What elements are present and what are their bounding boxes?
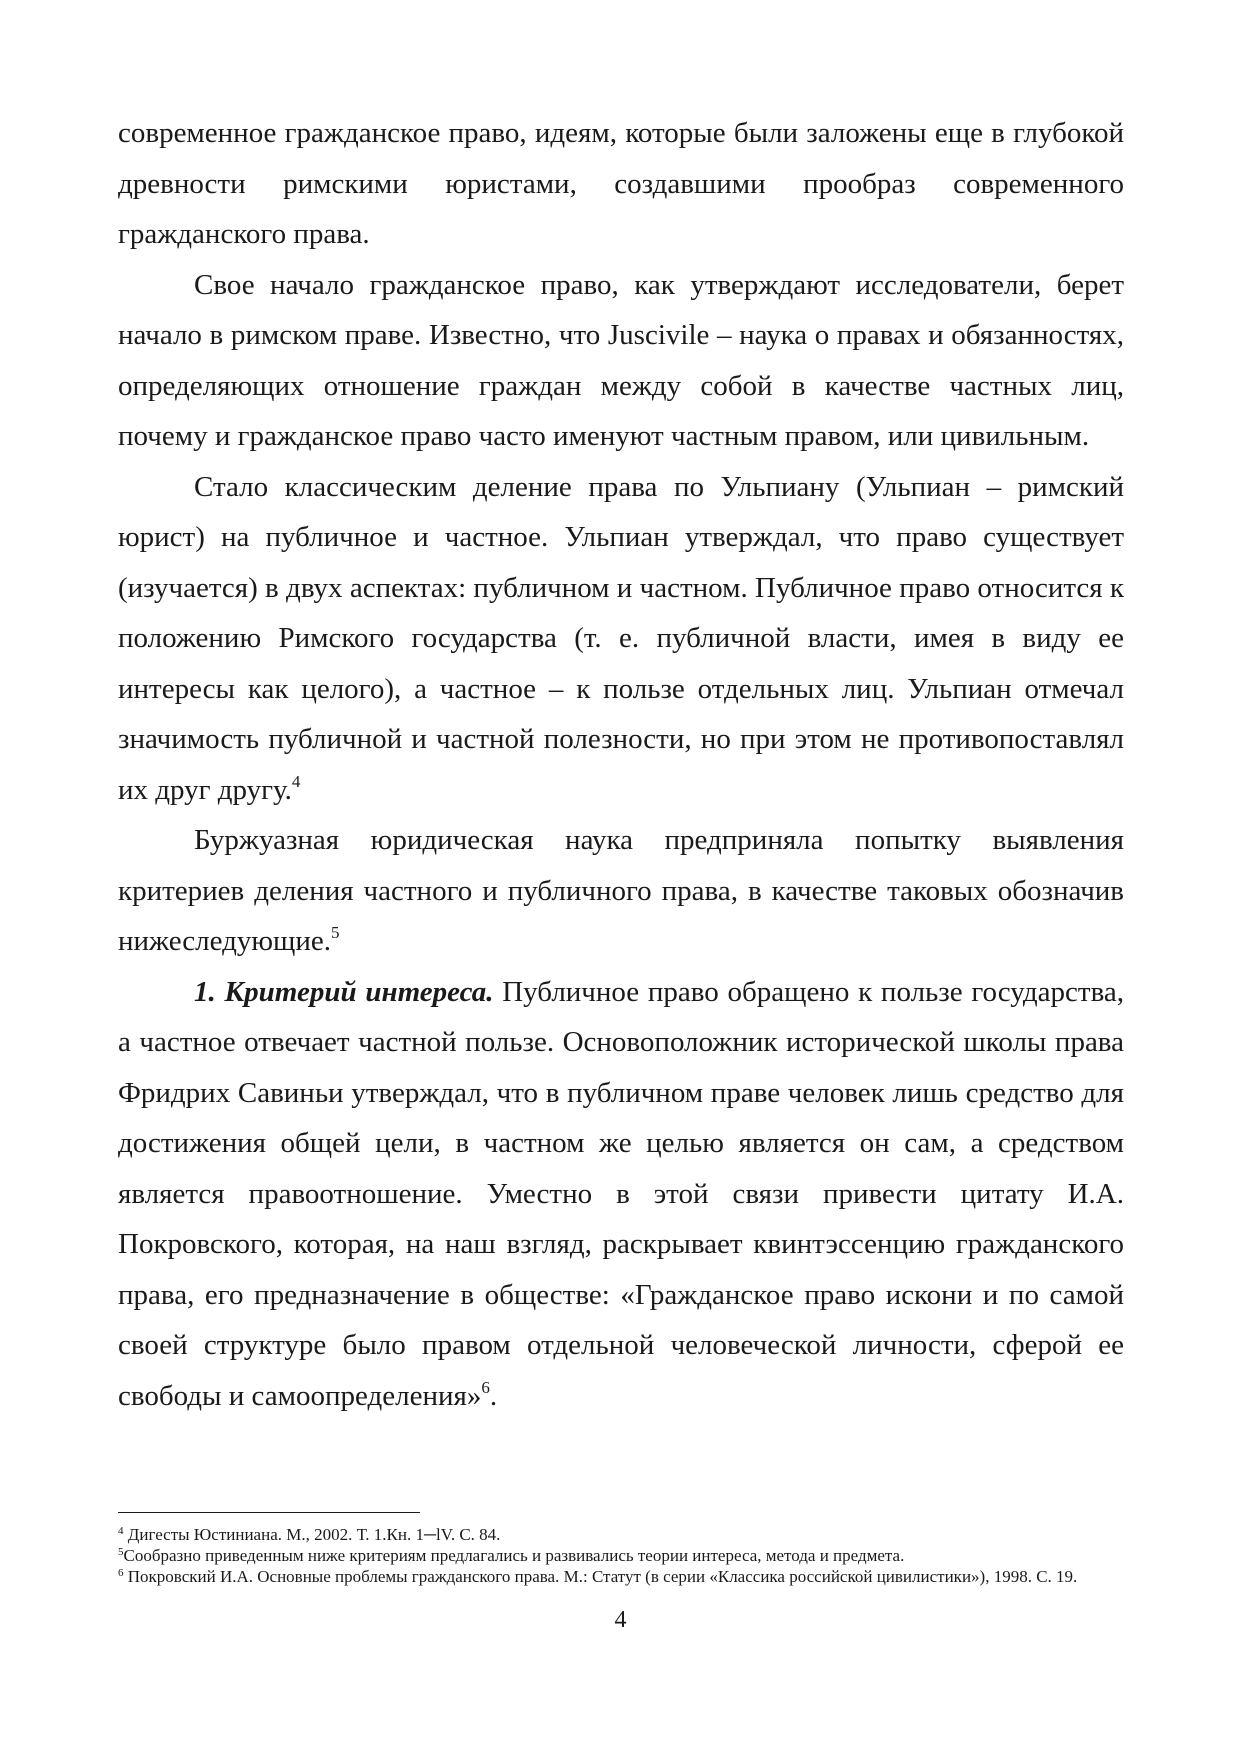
footnote-5	[118, 1545, 1124, 1566]
paragraph-1-text: современное гражданское право, идеям, которые были заложены еще в глубокой древности римскими юристами, создавшими прообраз современного гражданского права.	[118, 117, 1124, 250]
footnote-5-text: Сообразно приведенным ниже критериям предлагались и развивались теории интереса, метода и предмета.	[123, 1546, 905, 1565]
footnote-6-text: Покровский И.А. Основные проблемы гражданского права. М.: Статут (в серии «Классика российской цивилистики»), 1998. С. 19.	[123, 1567, 1078, 1586]
paragraph-3	[118, 462, 1124, 816]
footnote-4-text: Дигесты Юстиниана. М., 2002. Т. 1.Кн. 1─lV. С. 84.	[123, 1525, 501, 1544]
footnotes	[118, 1524, 1124, 1587]
paragraph-4	[118, 815, 1124, 967]
paragraph-5	[118, 967, 1124, 1422]
footnote-ref-6[interactable]: 6	[481, 1377, 490, 1397]
footnote-mark-6: 6	[118, 1567, 124, 1579]
footnote-mark-4: 4	[118, 1525, 124, 1537]
footnote-mark-5: 5	[118, 1546, 124, 1558]
footnote-ref-5[interactable]: 5	[331, 923, 340, 942]
paragraph-4-text: Буржуазная юридическая наука предприняла попытку выявления критериев деления частного и публичного права, в качестве таковых обозначив нижеследующие.	[118, 824, 1124, 957]
paragraph-2-text: Свое начало гражданское право, как утверждают исследователи, берет начало в римском праве. Известно, что Juscivile – наука о правах и обязанностях, определяющих отношение граждан между собой в качестве частных лиц, почему и гражданское право часто именуют частным правом, или цивильным.	[118, 268, 1124, 452]
main-text	[118, 108, 1124, 1421]
paragraph-3-text: Стало классическим деление права по Ульпиану (Ульпиан – римский юрист) на публичное и частное. Ульпиан утверждал, что право существует (изучается) в двух аспектах: публичном и частном. Публичное право относится к положению Римского государства (т. е. публичной власти, имея в виду ее интересы как целого), а частное – к пользе отдельных лиц. Ульпиан отмечал значимость публичной и частной полезности, но при этом не противопоставлял их друг другу.	[118, 470, 1124, 806]
paragraph-5-text: Публичное право обращено к пользе государства, а частное отвечает частной пользе. Основоположник исторической школы права Фридрих Савиньи утверждал, что в публичном праве человек лишь средство для достижения общей цели, в частном же целью является он сам, а средством является правоотношение. Уместно в этой связи привести цитату И.А. Покровского, которая, на наш взгляд, раскрывает квинтэссенцию гражданского права, его предназначение в обществе: «Гражданское право искони и по самой своей структуре было правом отдельной человеческой личности, сферой ее свободы и самоопределения»	[118, 975, 1124, 1412]
paragraph-5-tail: .	[489, 1379, 498, 1412]
paragraph-1	[118, 108, 1124, 260]
footnote-4	[118, 1524, 1124, 1545]
footnote-ref-4[interactable]: 4	[291, 771, 301, 791]
footnote-6	[118, 1566, 1124, 1587]
paragraph-2	[118, 260, 1124, 462]
criterion-heading: 1. Критерий интереса.	[194, 975, 494, 1008]
footnote-separator	[118, 1512, 420, 1513]
page-number: 4	[614, 1607, 627, 1633]
